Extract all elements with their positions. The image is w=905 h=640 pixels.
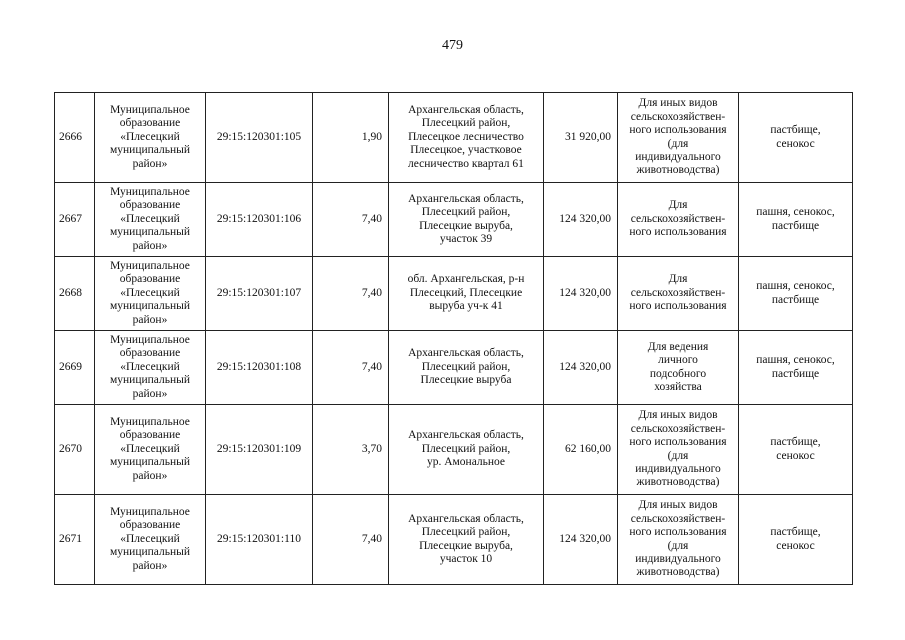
address-line: Плесецкий, Плесецкие — [409, 286, 523, 299]
owner-cell — [95, 495, 206, 585]
address-line: обл. Архангельская, р-н — [407, 273, 525, 286]
area-cell: 1,90 — [313, 93, 389, 183]
permitted-use-line: ного использования — [629, 436, 727, 449]
table-row — [55, 331, 853, 405]
permitted-use-line: животноводства) — [636, 164, 720, 177]
land-type-line: пастбище, — [770, 124, 821, 137]
owner-line: муниципальный — [109, 226, 191, 239]
owner-line: район» — [132, 157, 168, 170]
owner-line: образование — [119, 117, 181, 130]
address-line: Архангельская область, — [408, 512, 524, 525]
owner-cell — [95, 405, 206, 495]
land-type-line: пашня, сенокос, — [756, 206, 835, 219]
record-number-cell: 2666 — [55, 93, 95, 183]
owner-line: образование — [119, 429, 181, 442]
cadastral-number-cell: 29:15:120301:107 — [206, 257, 313, 331]
permitted-use-cell — [618, 93, 739, 183]
address-line: Плесецкие выруба, — [419, 539, 513, 552]
page-number: 479 — [442, 38, 463, 53]
owner-line: Муниципальное — [110, 259, 190, 272]
cadastral-value-cell: 124 320,00 — [544, 257, 618, 331]
address-line: Плесецкое, участковое — [410, 144, 522, 157]
land-type-cell — [739, 183, 853, 257]
land-registry-table — [54, 92, 853, 585]
land-type-line: пашня, сенокос, — [756, 280, 835, 293]
owner-line: «Плесецкий — [120, 286, 180, 299]
owner-line: район» — [132, 387, 168, 400]
record-number-cell: 2670 — [55, 405, 95, 495]
permitted-use-line: индивидуального — [635, 552, 721, 565]
cadastral-number-cell: 29:15:120301:108 — [206, 331, 313, 405]
permitted-use-cell — [618, 405, 739, 495]
owner-line: район» — [132, 469, 168, 482]
address-line: Плесецкий район, — [421, 442, 511, 455]
record-number-cell: 2668 — [55, 257, 95, 331]
owner-line: Муниципальное — [110, 415, 190, 428]
permitted-use-line: ного использования — [629, 526, 727, 539]
permitted-use-line: ного использования — [629, 300, 727, 313]
permitted-use-line: Для иных видов — [638, 97, 718, 110]
permitted-use-line: сельскохозяйствен- — [630, 512, 726, 525]
land-type-cell — [739, 495, 853, 585]
owner-line: муниципальный — [109, 144, 191, 157]
area-cell: 7,40 — [313, 257, 389, 331]
permitted-use-line: Для иных видов — [638, 409, 718, 422]
cadastral-number-cell: 29:15:120301:110 — [206, 495, 313, 585]
cadastral-value-cell: 62 160,00 — [544, 405, 618, 495]
land-type-line: пашня, сенокос, — [756, 354, 835, 367]
permitted-use-cell — [618, 331, 739, 405]
land-type-line: сенокос — [776, 449, 815, 462]
area-cell: 7,40 — [313, 331, 389, 405]
cadastral-number-cell: 29:15:120301:106 — [206, 183, 313, 257]
owner-line: «Плесецкий — [120, 130, 180, 143]
record-number-cell: 2667 — [55, 183, 95, 257]
permitted-use-line: Для иных видов — [638, 499, 718, 512]
permitted-use-line: сельскохозяйствен- — [630, 110, 726, 123]
record-number-cell: 2669 — [55, 331, 95, 405]
owner-cell — [95, 331, 206, 405]
address-line: Плесецкий район, — [421, 360, 511, 373]
permitted-use-line: (для — [667, 137, 689, 150]
area-cell: 7,40 — [313, 183, 389, 257]
address-cell — [389, 331, 544, 405]
owner-cell — [95, 257, 206, 331]
permitted-use-line: животноводства) — [636, 566, 720, 579]
cadastral-number-cell: 29:15:120301:109 — [206, 405, 313, 495]
table-body — [55, 93, 853, 585]
address-cell — [389, 495, 544, 585]
permitted-use-line: Для ведения — [647, 340, 709, 353]
owner-cell — [95, 93, 206, 183]
address-line: Архангельская область, — [408, 103, 524, 116]
permitted-use-line: (для — [667, 449, 689, 462]
land-type-line: пастбище — [771, 367, 820, 380]
address-line: Плесецкое лесничество — [408, 130, 524, 143]
table-row — [55, 257, 853, 331]
owner-line: образование — [119, 273, 181, 286]
cadastral-number-cell: 29:15:120301:105 — [206, 93, 313, 183]
owner-line: район» — [132, 239, 168, 252]
address-line: Плесецкий район, — [421, 526, 511, 539]
owner-line: Муниципальное — [110, 185, 190, 198]
owner-line: муниципальный — [109, 456, 191, 469]
cadastral-value-cell: 124 320,00 — [544, 183, 618, 257]
owner-line: образование — [119, 199, 181, 212]
address-line: лесничество квартал 61 — [408, 157, 524, 170]
permitted-use-line: сельскохозяйствен- — [630, 212, 726, 225]
cadastral-value-cell: 31 920,00 — [544, 93, 618, 183]
owner-line: образование — [119, 347, 181, 360]
cadastral-value-cell: 124 320,00 — [544, 331, 618, 405]
owner-line: «Плесецкий — [120, 360, 180, 373]
permitted-use-line: индивидуального — [635, 150, 721, 163]
land-type-line: сенокос — [776, 539, 815, 552]
permitted-use-line: (для — [667, 539, 689, 552]
address-line: Плесецкие выруба — [420, 374, 512, 387]
cadastral-value-cell: 124 320,00 — [544, 495, 618, 585]
area-cell: 3,70 — [313, 405, 389, 495]
address-line: Плесецкий район, — [421, 206, 511, 219]
permitted-use-line: Для — [668, 273, 688, 286]
permitted-use-line: ного использования — [629, 124, 727, 137]
owner-line: муниципальный — [109, 546, 191, 559]
land-type-line: пастбище, — [770, 526, 821, 539]
permitted-use-cell — [618, 183, 739, 257]
permitted-use-cell — [618, 495, 739, 585]
owner-line: «Плесецкий — [120, 532, 180, 545]
owner-cell — [95, 183, 206, 257]
owner-line: Муниципальное — [110, 505, 190, 518]
land-type-cell — [739, 331, 853, 405]
owner-line: район» — [132, 559, 168, 572]
address-line: выруба уч-к 41 — [429, 300, 503, 313]
land-type-line: пастбище, — [770, 436, 821, 449]
address-line: участок 10 — [439, 552, 493, 565]
permitted-use-line: личного — [658, 354, 698, 367]
owner-line: район» — [132, 313, 168, 326]
land-type-line: сенокос — [776, 137, 815, 150]
permitted-use-line: сельскохозяйствен- — [630, 422, 726, 435]
permitted-use-cell — [618, 257, 739, 331]
owner-line: «Плесецкий — [120, 442, 180, 455]
land-type-cell — [739, 405, 853, 495]
address-cell — [389, 405, 544, 495]
address-line: ур. Амональное — [426, 456, 506, 469]
address-line: участок 39 — [439, 232, 493, 245]
permitted-use-line: хозяйства — [654, 380, 702, 393]
owner-line: муниципальный — [109, 300, 191, 313]
land-type-cell — [739, 93, 853, 183]
owner-line: «Плесецкий — [120, 212, 180, 225]
address-line: Архангельская область, — [408, 347, 524, 360]
record-number-cell: 2671 — [55, 495, 95, 585]
owner-line: Муниципальное — [110, 333, 190, 346]
address-line: Плесецкие выруба, — [419, 219, 513, 232]
permitted-use-line: Для — [668, 199, 688, 212]
owner-line: образование — [119, 519, 181, 532]
address-line: Архангельская область, — [408, 429, 524, 442]
permitted-use-line: сельскохозяйствен- — [630, 286, 726, 299]
area-cell: 7,40 — [313, 495, 389, 585]
address-cell — [389, 183, 544, 257]
permitted-use-line: индивидуального — [635, 462, 721, 475]
table-row — [55, 183, 853, 257]
permitted-use-line: животноводства) — [636, 476, 720, 489]
address-line: Плесецкий район, — [421, 117, 511, 130]
address-cell — [389, 257, 544, 331]
permitted-use-line: подсобного — [649, 367, 707, 380]
address-cell — [389, 93, 544, 183]
land-type-line: пастбище — [771, 219, 820, 232]
land-type-line: пастбище — [771, 293, 820, 306]
address-line: Архангельская область, — [408, 192, 524, 205]
owner-line: Муниципальное — [110, 103, 190, 116]
table-row — [55, 93, 853, 183]
table-row — [55, 495, 853, 585]
permitted-use-line: ного использования — [629, 226, 727, 239]
land-type-cell — [739, 257, 853, 331]
owner-line: муниципальный — [109, 374, 191, 387]
table-row — [55, 405, 853, 495]
